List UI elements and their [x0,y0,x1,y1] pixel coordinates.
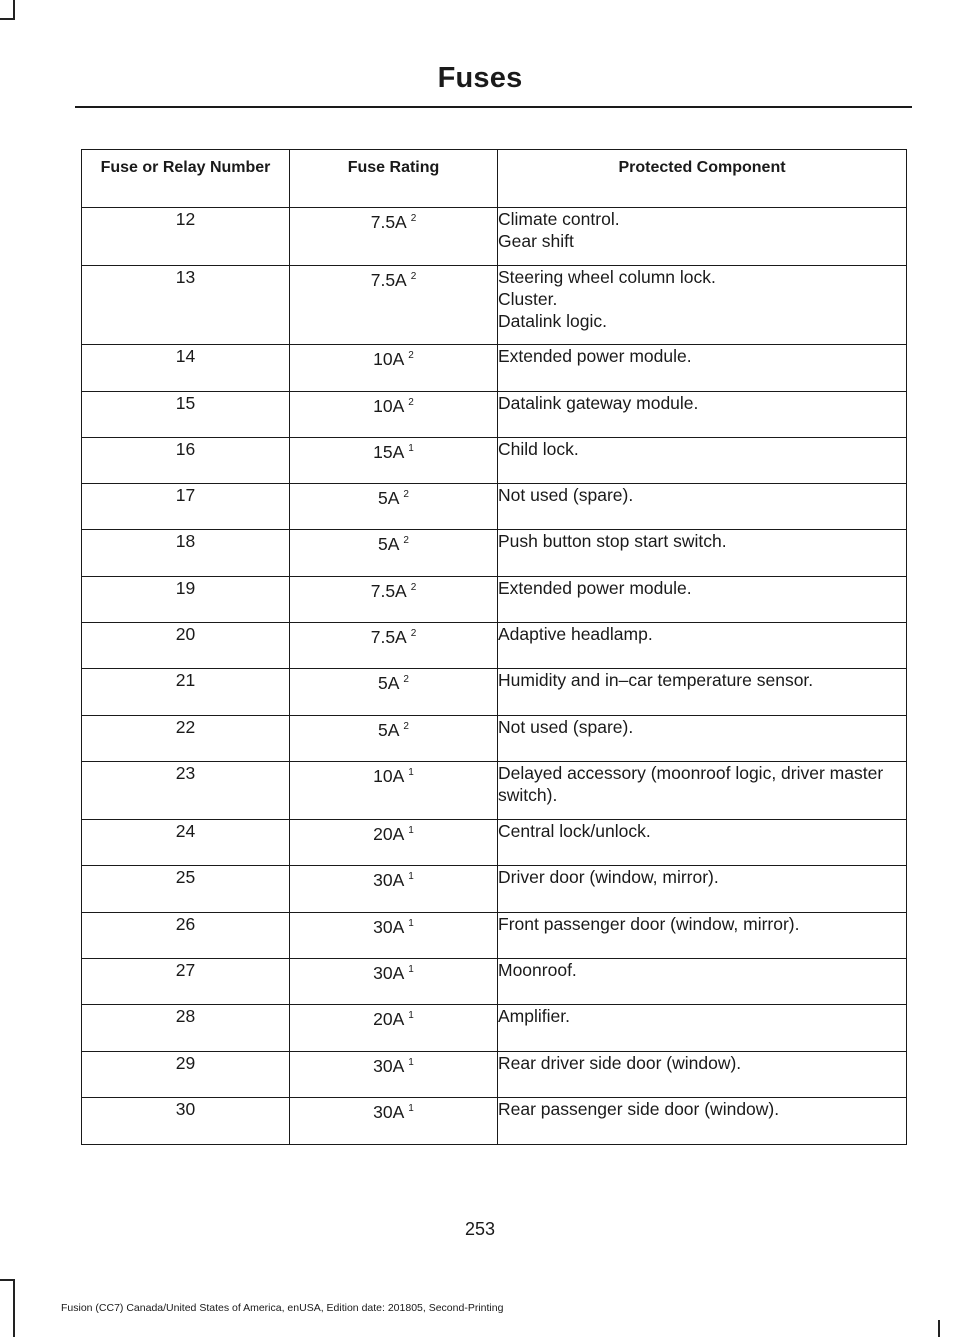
fuse-rating-cell [290,1052,498,1098]
page-number: 253 [464,1219,496,1239]
fuse-number: 17 [82,484,290,530]
protected-component: Delayed accessory (moonroof logic, driver master switch). [498,763,884,805]
footnote-marker: 2 [403,721,409,732]
table-row [82,530,907,577]
fuse-number: 25 [82,866,290,913]
fuse-number: 19 [82,577,290,623]
protected-component-cell [498,623,907,669]
fuse-rating-cell [290,1005,498,1052]
crop-mark-top-left [13,0,15,20]
fuse-rating-cell [290,1098,498,1145]
table-row [82,484,907,530]
fuse-rating-cell [290,762,498,820]
fuse-rating-cell [290,392,498,438]
footnote-marker: 2 [403,489,409,500]
protected-component: Rear passenger side door (window). [498,1099,780,1119]
fuse-number: 24 [82,820,290,866]
fuse-number: 22 [82,716,290,762]
fuse-rating: 5A [378,534,400,554]
fuse-rating: 5A [378,488,400,508]
footer-edition-text: Fusion (CC7) Canada/United States of America, enUSA, Edition date: 201805, Second-Printing [61,1302,504,1314]
footnote-marker: 2 [408,397,414,408]
protected-component-cell [498,577,907,623]
fuse-rating: 30A [373,1102,405,1122]
table-row [82,208,907,266]
fuse-rating: 10A [373,766,405,786]
fuse-rating: 7.5A [370,270,407,290]
protected-component-cell [498,1005,907,1052]
table-row [82,669,907,716]
table-row [82,913,907,959]
protected-component-cell [498,762,907,820]
protected-component-cell [498,392,907,438]
footnote-marker: 2 [403,674,409,685]
fuse-rating-cell [290,866,498,913]
fuse-rating: 10A [373,396,405,416]
footnote-marker: 1 [408,918,414,929]
footnote-marker: 1 [408,1103,414,1114]
fuse-number: 16 [82,438,290,484]
table-row [82,1098,907,1145]
fuse-number: 18 [82,530,290,577]
fuse-number: 13 [82,266,290,345]
footnote-marker: 2 [410,628,417,639]
fuse-rating-cell [290,530,498,577]
footnote-marker: 1 [408,1010,414,1021]
fuse-rating-cell [290,266,498,345]
fuse-rating-cell [290,913,498,959]
fuse-rating-cell [290,484,498,530]
fuse-number: 15 [82,392,290,438]
crop-mark-top-left [0,18,15,20]
protected-component: Not used (spare). [498,717,634,737]
footnote-marker: 1 [408,1057,414,1068]
page-title: Fuses [437,62,523,94]
table-row [82,762,907,820]
fuse-number: 14 [82,345,290,392]
fuse-rating: 7.5A [370,627,407,647]
protected-component-cell [498,438,907,484]
fuse-rating: 15A [373,442,405,462]
fuse-number: 20 [82,623,290,669]
fuse-rating: 30A [373,870,405,890]
protected-component-cell [498,820,907,866]
fuse-number: 28 [82,1005,290,1052]
footnote-marker: 2 [403,535,409,546]
fuse-rating-cell [290,208,498,266]
protected-component: Extended power module. [498,346,692,366]
protected-component: Datalink logic. [498,311,607,331]
crop-mark-bottom-left [13,1279,15,1337]
fuse-rating: 20A [373,1009,405,1029]
footnote-marker: 1 [408,443,414,454]
protected-component: Front passenger door (window, mirror). [498,914,800,934]
footnote-marker: 2 [410,213,417,224]
protected-component: Adaptive headlamp. [498,624,653,644]
protected-component-cell [498,345,907,392]
table-row [82,345,907,392]
fuse-rating-cell [290,345,498,392]
fuse-number: 26 [82,913,290,959]
fuse-table-body [82,208,907,1145]
protected-component: Moonroof. [498,960,577,980]
protected-component: Steering wheel column lock. [498,267,716,287]
protected-component: Climate control. [498,209,620,229]
fuse-rating-cell [290,577,498,623]
fuse-number: 12 [82,208,290,266]
fuse-number: 29 [82,1052,290,1098]
protected-component-cell [498,959,907,1005]
table-row [82,866,907,913]
crop-mark-bottom-right [938,1320,940,1337]
table-row [82,1005,907,1052]
table-row [82,438,907,484]
protected-component-cell [498,866,907,913]
table-row [82,1052,907,1098]
fuse-rating: 10A [373,349,405,369]
footnote-marker: 2 [410,582,417,593]
header-fuse-rating: Fuse Rating [290,150,498,208]
protected-component: Datalink gateway module. [498,393,699,413]
table-row [82,577,907,623]
table-row [82,392,907,438]
fuse-rating-cell [290,959,498,1005]
protected-component-cell [498,1098,907,1145]
protected-component-cell [498,716,907,762]
table-row [82,266,907,345]
table-row [82,959,907,1005]
table-row [82,623,907,669]
protected-component-cell [498,484,907,530]
footnote-marker: 1 [408,964,414,975]
footnote-marker: 2 [410,271,417,282]
footnote-marker: 1 [408,871,414,882]
protected-component: Amplifier. [498,1006,570,1026]
fuse-rating-cell [290,623,498,669]
header-fuse-number: Fuse or Relay Number [82,150,290,208]
fuse-rating: 20A [373,824,405,844]
protected-component: Not used (spare). [498,485,634,505]
protected-component-cell [498,208,907,266]
fuse-rating: 7.5A [370,212,407,232]
protected-component: Central lock/unlock. [498,821,651,841]
protected-component: Driver door (window, mirror). [498,867,719,887]
fuse-rating-cell [290,438,498,484]
footnote-marker: 1 [408,825,414,836]
protected-component-cell [498,913,907,959]
table-row [82,820,907,866]
fuse-number: 30 [82,1098,290,1145]
protected-component: Cluster. [498,289,558,309]
protected-component-cell [498,1052,907,1098]
fuse-rating-cell [290,716,498,762]
fuse-rating: 30A [373,917,405,937]
fuse-rating-cell [290,669,498,716]
table-row [82,716,907,762]
fuse-table [81,149,907,1145]
protected-component: Push button stop start switch. [498,531,727,551]
protected-component-cell [498,669,907,716]
fuse-rating: 5A [378,673,400,693]
protected-component: Humidity and in–car temperature sensor. [498,670,814,690]
protected-component-cell [498,266,907,345]
fuse-number: 27 [82,959,290,1005]
footnote-marker: 2 [408,350,414,361]
fuse-rating: 5A [378,720,400,740]
protected-component: Extended power module. [498,578,692,598]
fuse-number: 21 [82,669,290,716]
fuse-number: 23 [82,762,290,820]
table-header-row [82,150,907,208]
footnote-marker: 1 [408,767,414,778]
protected-component-cell [498,530,907,577]
protected-component: Child lock. [498,439,579,459]
header-protected-component: Protected Component [498,150,907,208]
fuse-rating-cell [290,820,498,866]
fuse-rating: 30A [373,963,405,983]
fuse-rating: 7.5A [370,581,407,601]
title-rule [75,106,912,108]
protected-component: Rear driver side door (window). [498,1053,742,1073]
fuse-rating: 30A [373,1056,405,1076]
protected-component: Gear shift [498,231,574,251]
